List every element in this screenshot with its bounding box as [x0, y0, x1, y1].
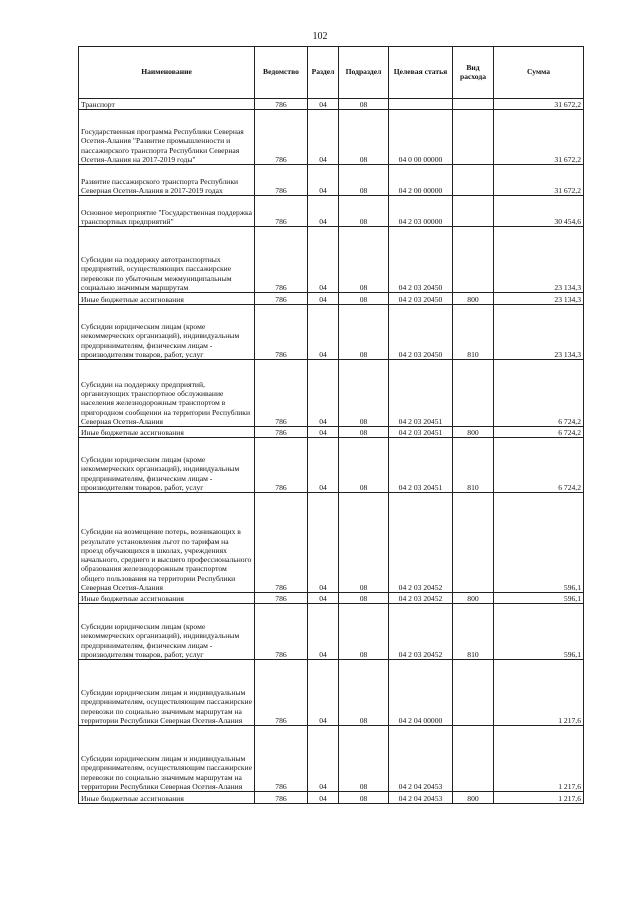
table-row — [79, 227, 584, 293]
row-target-article: 04 0 00 00000 — [389, 110, 453, 165]
col-header-department: Ведомство — [255, 47, 308, 99]
row-name: Иные бюджетные ассигнования — [79, 427, 255, 438]
row-amount: 1 217,6 — [494, 660, 584, 726]
col-header-target-article: Целевая статья — [389, 47, 453, 99]
row-expense-type — [453, 165, 494, 196]
row-department: 786 — [255, 660, 308, 726]
row-amount: 23 134,3 — [494, 227, 584, 293]
budget-table — [78, 46, 584, 804]
row-name: Субсидии на поддержку предприятий, организующих транспортное обслуживание населения железнодорожным транспортом в пригородном сообщении на территории Республики Северная Осетия-Алания — [79, 360, 255, 427]
row-subsection: 08 — [339, 110, 389, 165]
table-row — [79, 196, 584, 227]
row-amount: 1 217,6 — [494, 792, 584, 804]
row-expense-type — [453, 99, 494, 110]
row-expense-type: 810 — [453, 604, 494, 660]
row-section: 04 — [308, 165, 339, 196]
table-row — [79, 604, 584, 660]
row-target-article: 04 2 03 20452 — [389, 493, 453, 593]
row-department: 786 — [255, 293, 308, 305]
row-amount: 6 724,2 — [494, 438, 584, 493]
row-section: 04 — [308, 604, 339, 660]
row-amount: 596,1 — [494, 604, 584, 660]
row-target-article: 04 2 03 20451 — [389, 427, 453, 438]
row-target-article: 04 2 03 20450 — [389, 305, 453, 360]
table-body — [79, 99, 584, 804]
row-name: Субсидии на поддержку автотранспортных предприятий, осуществляющих пассажирские перевозки по убыточным межмуниципальным социально значимым маршрутам — [79, 227, 255, 293]
row-department: 786 — [255, 227, 308, 293]
row-expense-type — [453, 227, 494, 293]
col-header-section: Раздел — [308, 47, 339, 99]
row-amount: 23 134,3 — [494, 293, 584, 305]
row-amount: 1 217,6 — [494, 726, 584, 792]
row-subsection: 08 — [339, 305, 389, 360]
row-section: 04 — [308, 438, 339, 493]
row-subsection: 08 — [339, 438, 389, 493]
row-amount: 596,1 — [494, 593, 584, 604]
row-amount: 31 672,2 — [494, 99, 584, 110]
row-section: 04 — [308, 196, 339, 227]
row-subsection: 08 — [339, 99, 389, 110]
row-expense-type — [453, 360, 494, 427]
row-section: 04 — [308, 99, 339, 110]
row-name: Субсидии юридическим лицам и индивидуальным предпринимателям, осуществляющим пассажирские перевозки по социально значимым маршрутам на территории Республики Северная Осетия-Алания — [79, 726, 255, 792]
row-target-article: 04 2 00 00000 — [389, 165, 453, 196]
row-expense-type: 800 — [453, 792, 494, 804]
row-name: Иные бюджетные ассигнования — [79, 293, 255, 305]
row-expense-type — [453, 196, 494, 227]
row-name: Транспорт — [79, 99, 255, 110]
row-section: 04 — [308, 293, 339, 305]
row-section: 04 — [308, 593, 339, 604]
row-department: 786 — [255, 493, 308, 593]
row-name: Иные бюджетные ассигнования — [79, 593, 255, 604]
row-name: Субсидии юридическим лицам и индивидуальным предпринимателям, осуществляющим пассажирские перевозки по социально значимым маршрутам на территории Республики Северная Осетия-Алания — [79, 660, 255, 726]
table-row — [79, 660, 584, 726]
row-expense-type: 800 — [453, 293, 494, 305]
row-subsection: 08 — [339, 792, 389, 804]
table-row — [79, 593, 584, 604]
row-subsection: 08 — [339, 196, 389, 227]
row-department: 786 — [255, 110, 308, 165]
table-header-row — [79, 47, 584, 99]
row-name: Развитие пассажирского транспорта Республики Северная Осетия-Алания в 2017-2019 годах — [79, 165, 255, 196]
row-name: Субсидии юридическим лицам (кроме некоммерческих организаций), индивидуальным предпринимателям, физическим лицам - производителям товаров, работ, услуг — [79, 305, 255, 360]
row-expense-type — [453, 493, 494, 593]
col-header-amount: Сумма — [494, 47, 584, 99]
row-department: 786 — [255, 604, 308, 660]
row-target-article — [389, 99, 453, 110]
row-expense-type: 800 — [453, 593, 494, 604]
row-subsection: 08 — [339, 165, 389, 196]
row-subsection: 08 — [339, 360, 389, 427]
row-section: 04 — [308, 792, 339, 804]
row-target-article: 04 2 03 20451 — [389, 438, 453, 493]
row-amount: 596,1 — [494, 493, 584, 593]
row-target-article: 04 2 04 00000 — [389, 660, 453, 726]
row-target-article: 04 2 03 00000 — [389, 196, 453, 227]
table-row — [79, 493, 584, 593]
table-row — [79, 99, 584, 110]
row-section: 04 — [308, 660, 339, 726]
table-row — [79, 438, 584, 493]
row-name: Государственная программа Республики Северная Осетия-Алания "Развитие промышленности и пассажирского транспорта Республики Северная Осетия-Алания на 2017-2019 годы" — [79, 110, 255, 165]
row-section: 04 — [308, 493, 339, 593]
row-name: Иные бюджетные ассигнования — [79, 792, 255, 804]
table-row — [79, 726, 584, 792]
row-target-article: 04 2 04 20453 — [389, 792, 453, 804]
row-department: 786 — [255, 438, 308, 493]
row-subsection: 08 — [339, 493, 389, 593]
row-department: 786 — [255, 593, 308, 604]
row-target-article: 04 2 03 20450 — [389, 227, 453, 293]
row-amount: 30 454,6 — [494, 196, 584, 227]
row-name: Субсидии юридическим лицам (кроме некоммерческих организаций), индивидуальным предпринимателям, физическим лицам - производителям товаров, работ, услуг — [79, 438, 255, 493]
row-amount: 31 672,2 — [494, 165, 584, 196]
col-header-name: Наименование — [79, 47, 255, 99]
table-row — [79, 293, 584, 305]
row-department: 786 — [255, 427, 308, 438]
row-expense-type: 810 — [453, 438, 494, 493]
row-amount: 23 134,3 — [494, 305, 584, 360]
row-subsection: 08 — [339, 604, 389, 660]
row-section: 04 — [308, 227, 339, 293]
row-subsection: 08 — [339, 660, 389, 726]
row-department: 786 — [255, 305, 308, 360]
row-expense-type: 800 — [453, 427, 494, 438]
row-name: Субсидии на возмещение потерь, возникающих в результате установления льгот по тарифам на проезд обучающихся в школах, учреждениях начального, среднего и высшего профессионального образования железнодорожным транспортом общего пользования на территории Республики Северная Осетия-Алания — [79, 493, 255, 593]
row-department: 786 — [255, 726, 308, 792]
row-target-article: 04 2 04 20453 — [389, 726, 453, 792]
row-department: 786 — [255, 196, 308, 227]
row-department: 786 — [255, 99, 308, 110]
row-subsection: 08 — [339, 293, 389, 305]
col-header-subsection: Подраздел — [339, 47, 389, 99]
row-subsection: 08 — [339, 227, 389, 293]
row-subsection: 08 — [339, 427, 389, 438]
row-section: 04 — [308, 360, 339, 427]
table-row — [79, 792, 584, 804]
row-section: 04 — [308, 110, 339, 165]
row-expense-type — [453, 660, 494, 726]
row-section: 04 — [308, 427, 339, 438]
row-name: Субсидии юридическим лицам (кроме некоммерческих организаций), индивидуальным предпринимателям, физическим лицам - производителям товаров, работ, услуг — [79, 604, 255, 660]
row-target-article: 04 2 03 20450 — [389, 293, 453, 305]
row-section: 04 — [308, 305, 339, 360]
row-section: 04 — [308, 726, 339, 792]
table-row — [79, 360, 584, 427]
row-name: Основное мероприятие "Государственная поддержка транспортных предприятий" — [79, 196, 255, 227]
row-department: 786 — [255, 360, 308, 427]
col-header-expense-type: Вид расхода — [453, 47, 494, 99]
row-subsection: 08 — [339, 593, 389, 604]
row-department: 786 — [255, 792, 308, 804]
row-target-article: 04 2 03 20452 — [389, 604, 453, 660]
row-target-article: 04 2 03 20452 — [389, 593, 453, 604]
row-target-article: 04 2 03 20451 — [389, 360, 453, 427]
row-department: 786 — [255, 165, 308, 196]
row-amount: 31 672,2 — [494, 110, 584, 165]
row-amount: 6 724,2 — [494, 427, 584, 438]
table-row — [79, 165, 584, 196]
table-row — [79, 110, 584, 165]
table-row — [79, 427, 584, 438]
row-amount: 6 724,2 — [494, 360, 584, 427]
row-expense-type: 810 — [453, 305, 494, 360]
table-row — [79, 305, 584, 360]
row-subsection: 08 — [339, 726, 389, 792]
row-expense-type — [453, 726, 494, 792]
page-number: 102 — [312, 31, 328, 42]
row-expense-type — [453, 110, 494, 165]
